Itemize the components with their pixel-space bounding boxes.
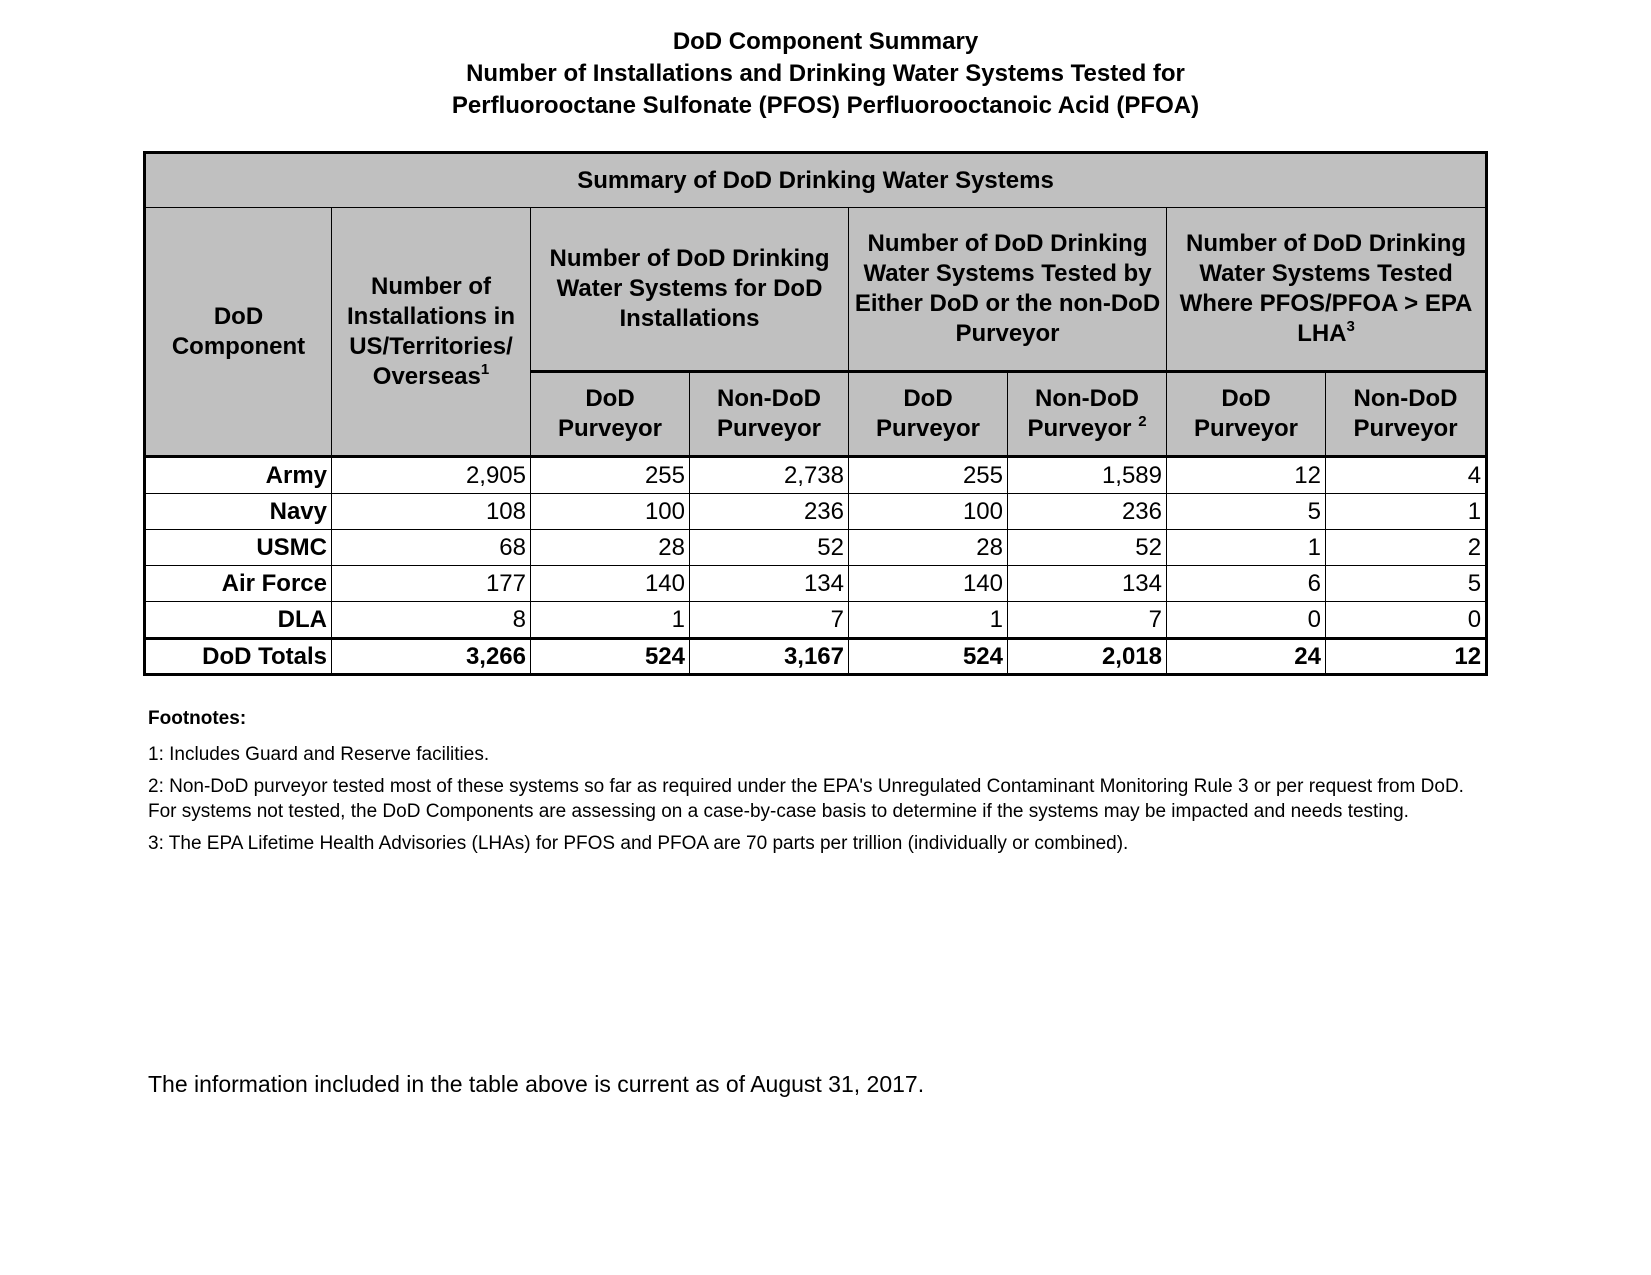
exceed-dod-cell: 1	[1167, 530, 1326, 566]
systems-non-dod-cell: 52	[690, 530, 849, 566]
component-cell: Navy	[145, 494, 332, 530]
component-cell: Army	[145, 457, 332, 494]
tested-non-dod-cell: 236	[1008, 494, 1167, 530]
tested-dod-cell: 100	[849, 494, 1008, 530]
footnote-ref-1: 1	[480, 360, 490, 378]
installations-total: 3,266	[332, 639, 531, 675]
currency-note: The information included in the table above is current as of August 31, 2017.	[148, 1071, 925, 1097]
footnote-2: 2: Non-DoD purveyor tested most of these systems so far as required under the EPA's Unregulated Contaminant Monitoring Rule 3 or per request from DoD. For systems not tested, the DoD Components are assessing on a case-by-case basis to determine if the systems may be impacted and needs testing.	[148, 776, 1464, 822]
systems-dod-cell: 1	[531, 602, 690, 639]
header-tested-non-dod-purveyor: Non-DoD Purveyor $^2$	[1008, 372, 1167, 457]
report-title	[0, 26, 1651, 122]
footnote-1: 1: Includes Guard and Reserve facilities.	[148, 744, 490, 765]
systems-non-dod-cell: 2,738	[690, 457, 849, 494]
title-line-3: Perfluorooctane Sulfonate (PFOS) Perfluorooctanoic Acid (PFOA)	[451, 92, 1200, 119]
totals-label: DoD Totals	[145, 639, 332, 675]
installations-cell: 2,905	[332, 457, 531, 494]
systems-non-dod-cell: 7	[690, 602, 849, 639]
footnote-ref-2: 2	[1138, 413, 1147, 430]
exceed-non-dod-total: 12	[1326, 639, 1487, 675]
component-cell: DLA	[145, 602, 332, 639]
header-tested-dod-purveyor: DoD Purveyor	[849, 372, 1008, 457]
tested-non-dod-cell: 52	[1008, 530, 1167, 566]
systems-dod-total: 524	[531, 639, 690, 675]
systems-non-dod-cell: 236	[690, 494, 849, 530]
summary-table	[143, 151, 1488, 676]
systems-dod-cell: 255	[531, 457, 690, 494]
exceed-non-dod-cell: 2	[1326, 530, 1487, 566]
footnote-ref-3: 3	[1346, 318, 1355, 335]
tested-dod-total: 524	[849, 639, 1008, 675]
header-systems-non-dod-purveyor: Non-DoD Purveyor	[690, 372, 849, 457]
component-cell: Air Force	[145, 566, 332, 602]
component-cell: USMC	[145, 530, 332, 566]
exceed-non-dod-cell: 4	[1326, 457, 1487, 494]
tested-non-dod-total: 2,018	[1008, 639, 1167, 675]
footnotes-title: Footnotes:	[148, 708, 247, 729]
systems-non-dod-cell: 134	[690, 566, 849, 602]
exceed-non-dod-cell: 1	[1326, 494, 1487, 530]
table-row	[145, 602, 1487, 639]
installations-cell: 68	[332, 530, 531, 566]
systems-dod-cell: 28	[531, 530, 690, 566]
tested-non-dod-cell: 7	[1008, 602, 1167, 639]
header-exceed-non-dod-purveyor: Non-DoD Purveyor	[1326, 372, 1487, 457]
exceed-dod-cell: 5	[1167, 494, 1326, 530]
systems-dod-cell: 100	[531, 494, 690, 530]
exceed-dod-cell: 6	[1167, 566, 1326, 602]
table-row	[145, 457, 1487, 494]
exceed-dod-total: 24	[1167, 639, 1326, 675]
tested-dod-cell: 28	[849, 530, 1008, 566]
installations-cell: 8	[332, 602, 531, 639]
installations-cell: 177	[332, 566, 531, 602]
header-exceed-dod-purveyor: DoD Purveyor	[1167, 372, 1326, 457]
table-row	[145, 566, 1487, 602]
title-line-2: Number of Installations and Drinking Water Systems Tested for	[466, 60, 1185, 87]
table-row	[145, 494, 1487, 530]
installations-cell: 108	[332, 494, 531, 530]
exceed-non-dod-cell: 5	[1326, 566, 1487, 602]
table-row	[145, 530, 1487, 566]
header-installations: Number of Installations in US/Territories/ Overseas$^1$	[332, 208, 531, 457]
footnotes	[148, 706, 1478, 863]
table-banner: Summary of DoD Drinking Water Systems	[145, 153, 1487, 208]
totals-row	[145, 639, 1487, 675]
header-systems-dod-purveyor: DoD Purveyor	[531, 372, 690, 457]
header-systems: Number of DoD Drinking Water Systems for DoD Installations	[531, 208, 849, 372]
header-exceed: Number of DoD Drinking Water Systems Tested Where PFOS/PFOA > EPA LHA$^3$	[1167, 208, 1487, 372]
exceed-dod-cell: 12	[1167, 457, 1326, 494]
footnote-3: 3: The EPA Lifetime Health Advisories (LHAs) for PFOS and PFOA are 70 parts per trillion (individually or combined).	[148, 833, 1129, 854]
exceed-non-dod-cell: 0	[1326, 602, 1487, 639]
header-tested: Number of DoD Drinking Water Systems Tested by Either DoD or the non-DoD Purveyor	[849, 208, 1167, 372]
tested-non-dod-cell: 134	[1008, 566, 1167, 602]
exceed-dod-cell: 0	[1167, 602, 1326, 639]
header-component: DoD Component	[145, 208, 332, 457]
tested-non-dod-cell: 1,589	[1008, 457, 1167, 494]
tested-dod-cell: 140	[849, 566, 1008, 602]
title-line-1: DoD Component Summary	[672, 28, 979, 55]
systems-non-dod-total: 3,167	[690, 639, 849, 675]
systems-dod-cell: 140	[531, 566, 690, 602]
tested-dod-cell: 1	[849, 602, 1008, 639]
tested-dod-cell: 255	[849, 457, 1008, 494]
